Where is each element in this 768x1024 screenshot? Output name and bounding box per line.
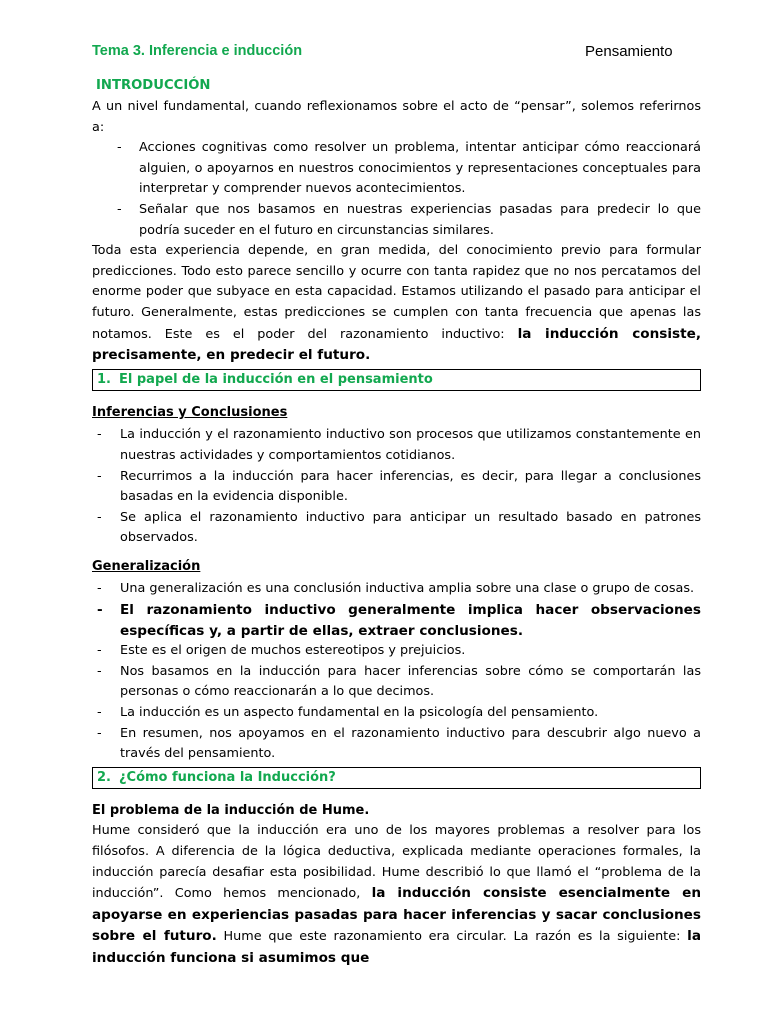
list-item: - Acciones cognitivas como resolver un problema, intentar anticipar cómo reaccionará alguien, o apoyarnos en nuestros conocimientos y representaciones conceptuales para interpretar y comprender nuevos acontecimientos. — [92, 138, 701, 200]
document-subject: Pensamiento — [585, 43, 673, 60]
generalizacion-list — [92, 579, 701, 764]
document-title: Tema 3. Inferencia e inducción — [92, 43, 303, 59]
list-item: - Se aplica el razonamiento inductivo para anticipar un resultado basado en patrones observados. — [92, 508, 701, 549]
hume-heading: El problema de la inducción de Hume. — [92, 802, 370, 818]
document-body — [92, 75, 701, 970]
intro-paragraph-bold: la inducción consiste, precisamente, en predecir el futuro. — [92, 325, 701, 364]
intro-heading: INTRODUCCIÓN — [96, 78, 211, 93]
list-item: - En resumen, nos apoyamos en el razonamiento inductivo para descubrir algo nuevo a través del pensamiento. — [92, 724, 701, 765]
list-item: - Nos basamos en la inducción para hacer inferencias sobre cómo se comportarán las personas o cómo reaccionarán a lo que decimos. — [92, 662, 701, 703]
section-1-heading: 1. El papel de la inducción en el pensamiento — [92, 369, 701, 391]
intro-paragraph: Toda esta experiencia depende, en gran medida, del conocimiento previo para formular predicciones. Todo esto parece sencillo y ocurre con tanta rapidez que no nos percatamos del enorme poder que subyace en esta capacidad. Estamos utilizando el pasado para anticipar el futuro. Generalmente, estas predicciones se cumplen con tanta frecuencia que apenas las notamos. Este es el poder del razonamiento inductivo: la inducción consiste, precisamente, en predecir el futuro. — [92, 243, 701, 364]
list-item: - El razonamiento inductivo generalmente implica hacer observaciones específicas y, a partir de ellas, extraer conclusiones. — [92, 600, 701, 641]
list-item: - Una generalización es una conclusión inductiva amplia sobre una clase o grupo de cosas. — [92, 579, 701, 600]
intro-list — [92, 138, 701, 241]
list-item: - Señalar que nos basamos en nuestras experiencias pasadas para predecir lo que podría suceder en el futuro en circunstancias similares. — [92, 200, 701, 241]
inferencias-list — [92, 425, 701, 549]
hume-bold-1: la inducción consiste esencialmente en apoyarse en experiencias pasadas para hacer inferencias y sacar conclusiones sobre el futuro. — [92, 885, 701, 945]
list-item: - La inducción y el razonamiento inductivo son procesos que utilizamos constantemente en nuestras actividades y comportamientos cotidianos. — [92, 425, 701, 466]
subheading-inferencias: Inferencias y Conclusiones — [92, 404, 288, 420]
hume-paragraph: Hume consideró que la inducción era uno de los mayores problemas a resolver para los filósofos. A diferencia de la lógica deductiva, explicada mediante operaciones formales, la inducción parecía desafiar esta posibilidad. Hume describió lo que llamó el “problema de la inducción”. Como hemos mencionado, la inducción consiste esencialmente en apoyarse en experiencias pasadas para hacer inferencias y sacar conclusiones sobre el futuro. Hume que este razonamiento era circular. La razón es la siguiente: la inducción funciona si asumimos que — [92, 823, 701, 966]
hume-bold-2: la inducción funciona si asumimos que — [92, 928, 701, 966]
list-item: - Recurrimos a la inducción para hacer inferencias, es decir, para llegar a conclusiones basadas en la evidencia disponible. — [92, 467, 701, 508]
section-2-heading: 2. ¿Cómo funciona la Inducción? — [92, 767, 701, 789]
intro-lead: A un nivel fundamental, cuando reflexionamos sobre el acto de “pensar”, solemos referirnos a: — [92, 99, 701, 135]
list-item: - Este es el origen de muchos estereotipos y prejuicios. — [92, 641, 701, 662]
list-item: - La inducción es un aspecto fundamental en la psicología del pensamiento. — [92, 703, 701, 724]
subheading-generalizacion: Generalización — [92, 558, 201, 574]
